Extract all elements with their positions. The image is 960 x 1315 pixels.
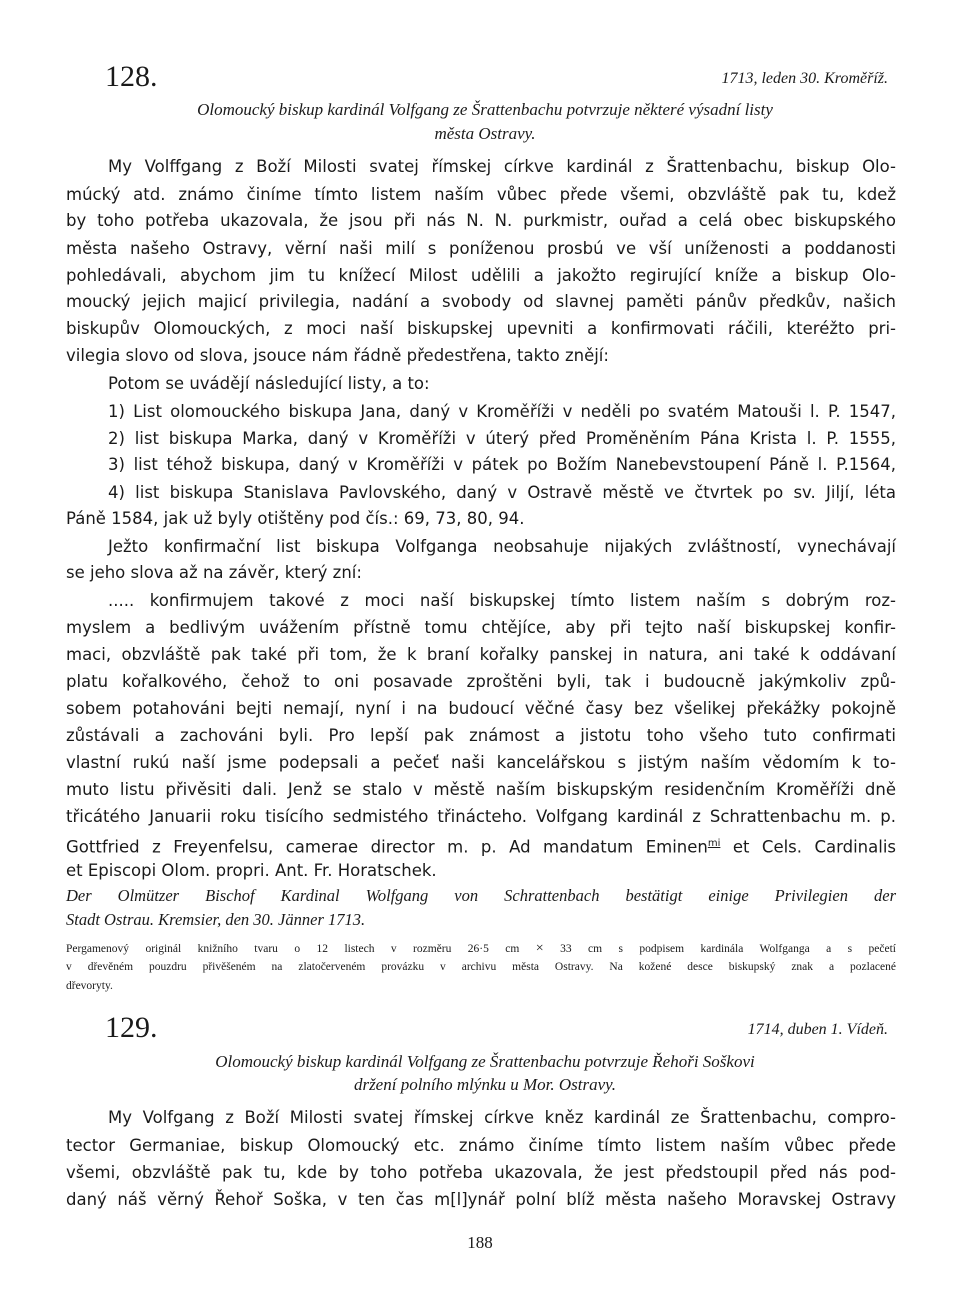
quote-line: ..... konfirmujem takové z moci naší biskupskej tímto listem naším s dobrým roz- xyxy=(108,591,896,610)
page-number: 188 xyxy=(467,1233,493,1252)
body-line: Potom se uvádějí následující listy, a to: xyxy=(108,374,430,393)
body-line: My Volffgang z Boží Milosti svatej římskej církve kardinál z Šrattenbachu, biskup Olo- xyxy=(108,157,896,176)
entry-date: 1714, duben 1. Vídeň. xyxy=(747,1021,888,1038)
body-line: Ježto konfirmační list biskupa Volfganga neobsahuje nijakých zvláštností, vynechávají xyxy=(108,537,896,556)
body-line: všemi, obzvláště pak tu, kde by toho potřeba ukazovala, že jest předstoupil před nás pod- xyxy=(66,1163,896,1182)
list-item: 3) list téhož biskupa, daný v Kroměříži v pátek po Božím Nanebevstoupení Páně l. P.1564, xyxy=(108,455,896,474)
body-line: moucký jejich majicí privilegia, nadání a svobody od slavnej paměti pánův předkův, našich xyxy=(66,292,896,311)
german-summary-line: Der Olmützer Bischof Kardinal Wolfgang von Schrattenbach bestätigt einige Privilegien der xyxy=(66,886,896,905)
entry-date: 1713, leden 30. Kroměříž. xyxy=(721,70,888,87)
quote-text: et Cels. Cardinalis xyxy=(720,837,896,857)
list-item: 2) list biskupa Marka, daný v Kroměříži v úterý před Proměněním Pána Krista l. P. 1555, xyxy=(108,429,896,448)
body-line: se jeho slova až na závěr, který zní: xyxy=(66,563,362,582)
body-line: My Volfgang z Boží Milosti svatej římskej církve kněz kardinál ze Šrattenbachu, compro- xyxy=(108,1108,896,1127)
body-line: Páně 1584, jak už byly otištěny pod čís.: 69, 73, 80, 94. xyxy=(66,509,525,528)
quote-line: třicátého Januarii roku tisícího sedmistého třinácteho. Volfgang kardinál z Schrattenbachu m. p. xyxy=(66,807,896,826)
superscript-mark: mi xyxy=(707,838,721,849)
quote-line: sobem potahováni bejti nemají, nyní i na budoucí věčné časy bez všelikej překážky pokojně xyxy=(66,699,896,718)
german-summary-line: Stadt Ostrau. Kremsier, den 30. Jänner 1713. xyxy=(66,910,366,929)
entry-title-line: Olomoucký biskup kardinál Volfgang ze Šrattenbachu potvrzuje Řehoři Soškovi xyxy=(215,1052,755,1071)
quote-line xyxy=(66,833,896,859)
note-text: Pergamenový originál knižního tvaru o 12 listech v rozměru 26·5 cm xyxy=(66,943,520,955)
archival-note-line: dřevoryty. xyxy=(66,980,113,992)
list-item: 1) List olomouckého biskupa Jana, daný v Kroměříži v neděli po svatém Matouši l. P. 1547, xyxy=(108,402,896,421)
body-line: múcký atd. známo činíme tímto listem naším vůbec přede všemi, obzvláště pak tu, kdež xyxy=(66,185,896,204)
body-line: města našeho Ostravy, věrní naši milí s poníženou prosbú ve vší uníženosti a poddanosti xyxy=(66,239,896,258)
entry-title-line: držení polního mlýnku u Mor. Ostravy. xyxy=(353,1075,617,1094)
quote-line: vlastní rukú naší jsme podepsali a pečeť naši kancelářskou s jistým naším vědomím k to- xyxy=(66,753,896,772)
body-line: pohledávali, abychom jim tu knížecí Milost udělili a jakožto regirující kníže a biskup Olo- xyxy=(66,266,896,285)
body-line: daný náš věrný Řehoř Soška, v ten čas m[l]ynář polní blíž města našeho Moravskej Ostravy xyxy=(66,1190,896,1209)
entry-title-line: Olomoucký biskup kardinál Volfgang ze Šrattenbachu potvrzuje některé výsadní listy xyxy=(197,100,773,119)
quote-line: zůstávali a zachováni byli. Pro lepší pak známost a jistotu toho všeho tuto confirmati xyxy=(66,726,896,745)
times-symbol: × xyxy=(535,941,544,956)
quote-line: platu kořalkového, čehož to oni posavade zproštěni byli, tak i budoucně jakýmkoliv způ- xyxy=(66,672,896,691)
note-text: 33 cm s podpisem kardinála Wolfganga a s pečetí xyxy=(543,943,896,955)
quote-line: muto listu přivěsiti dali. Jenž se stalo v městě naším biskupským residenčním Kroměříži dně xyxy=(66,780,896,799)
entry-title-line: města Ostravy. xyxy=(434,124,536,143)
quote-line: myslem a bedlivým uvážením přístně tomu chtějíce, aby při tejto naší biskupskej konfir- xyxy=(66,618,896,637)
body-line: vilegia slovo od slova, jsouce nám řádně předestřena, takto znějí: xyxy=(66,346,609,365)
entry-number: 128. xyxy=(105,60,158,93)
body-line: tector Germaniae, biskup Olomoucký etc. známo činíme tímto listem naším vůbec přede xyxy=(66,1136,896,1155)
body-line: biskupův Olomouckých, z moci naší biskupskej upevniti a konfirmovati ráčili, kteréžto pri- xyxy=(66,319,896,338)
archival-note-line xyxy=(66,941,896,957)
quote-text: Gottfried z Freyenfelsu, camerae director m. p. Ad mandatum Eminen xyxy=(66,837,708,857)
entry-number: 129. xyxy=(105,1011,158,1044)
archival-note-line: v dřevěném pouzdru přivěšeném na zlatočerveném provázku v archivu města Ostravy. Na kožené desce biskupský znak a pozlacené xyxy=(66,961,896,973)
list-item: 4) list biskupa Stanislava Pavlovského, daný v Ostravě městě ve čtvrtek po sv. Jiljí, léta xyxy=(108,483,896,502)
quote-line: et Episcopi Olom. propri. Ant. Fr. Horatschek. xyxy=(66,861,437,880)
body-line: by toho potřeba ukazovala, že jsou při nás N. N. purkmistr, ouřad a celá obec biskupského xyxy=(66,211,896,230)
quote-line: maci, obzvláště pak také při tom, že k braní kořalky panskej in natura, ani také k oddávaní xyxy=(66,645,896,664)
